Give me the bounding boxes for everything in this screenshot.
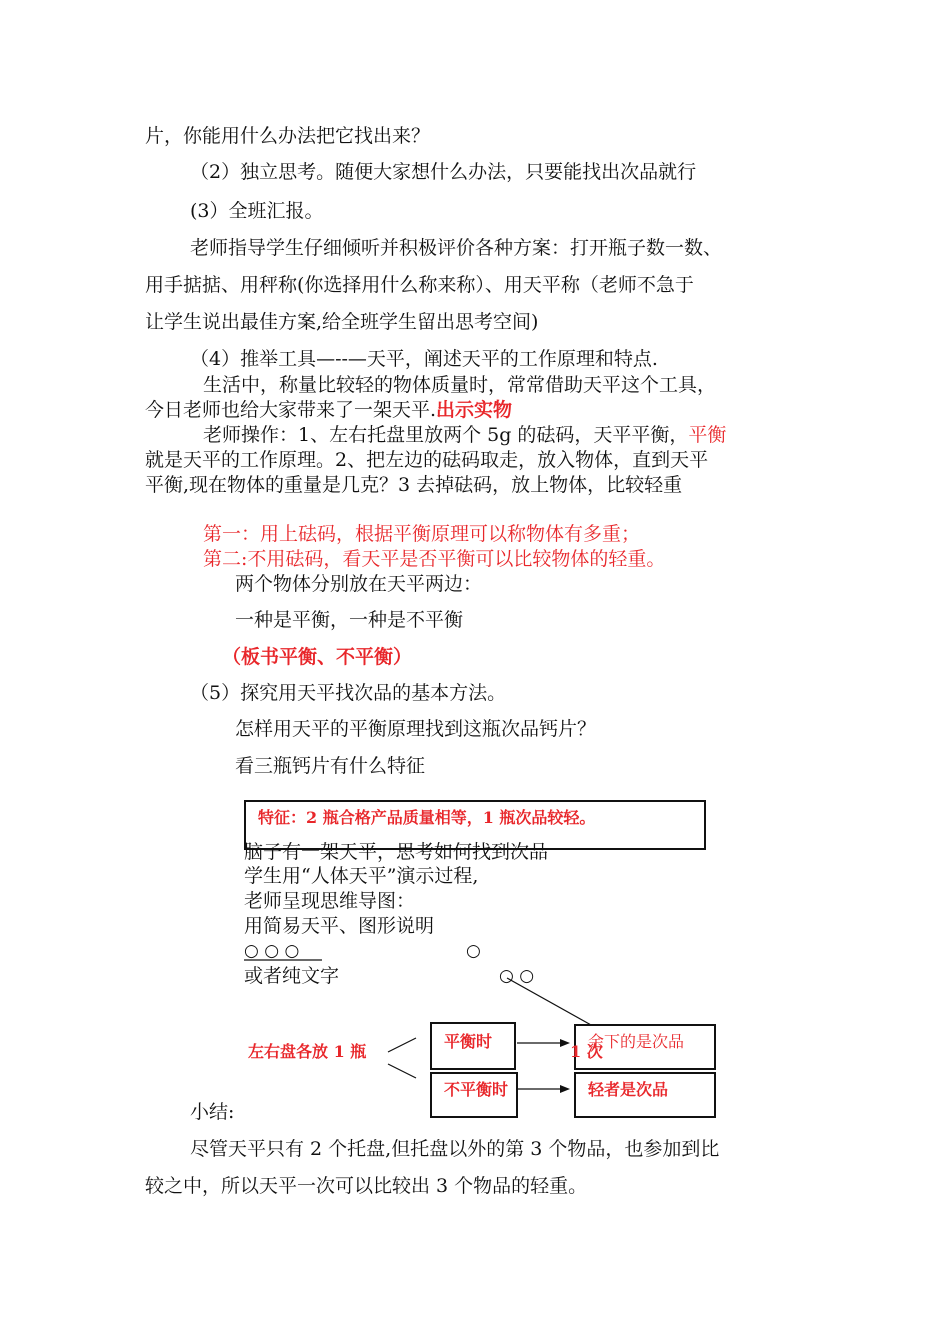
text-line: (3）全班汇报。 xyxy=(190,200,324,222)
text-line: 或者纯文字 xyxy=(244,965,340,987)
text-line: 用简易天平、图形说明 xyxy=(244,915,435,937)
text-line: 看三瓶钙片有什么特征 xyxy=(235,755,426,777)
bottle-circles-row: ○ ○ ○ xyxy=(244,941,300,961)
text-line: 用手掂掂、用秤称(你选择用什么称来称）、用天平称（老师不急于 xyxy=(145,274,694,296)
feature-box-label: 特征：2 瓶合格产品质量相等，1 瓶次品较轻。 xyxy=(258,808,596,827)
text-line: 学生用“人体天平”演示过程, xyxy=(244,865,479,887)
text-segment: 老师操作：1、左右托盘里放两个 5g 的砝码，天平平衡， xyxy=(203,424,689,446)
result-remaining-label: 余下的是次品 xyxy=(588,1032,685,1051)
text-line: 片，你能用什么办法把它找出来？ xyxy=(145,125,431,147)
bottle-circles-row: ○ ○ xyxy=(499,966,535,986)
summary-heading: 小结: xyxy=(190,1101,235,1123)
text-line: 生活中，称量比较轻的物体质量时，常常借助天平这个工具， xyxy=(203,374,717,396)
text-line: （5）探究用天平找次品的基本方法。 xyxy=(190,682,507,704)
board-note: （板书平衡、不平衡） xyxy=(222,646,413,668)
balanced-label: 平衡时 xyxy=(444,1032,493,1051)
principle-second: 第二:不用砝码，看天平是否平衡可以比较物体的轻重。 xyxy=(203,548,666,570)
text-line: 怎样用天平的平衡原理找到这瓶次品钙片？ xyxy=(235,718,597,740)
text-line: （4）推举工具—--—天平，阐述天平的工作原理和特点. xyxy=(190,348,658,370)
text-line: 老师指导学生仔细倾听并积极评价各种方案：打开瓶子数一数、 xyxy=(190,237,723,259)
text-line: 平衡,现在物体的重量是几克？3 去掉砝码，放上物体，比较轻重 xyxy=(145,474,683,496)
unbalanced-label: 不平衡时 xyxy=(444,1080,509,1099)
text-line: 两个物体分别放在天平两边： xyxy=(235,573,483,595)
text-line: （2）独立思考。随便大家想什么办法，只要能找出次品就行 xyxy=(190,161,697,183)
text-line: 老师呈现思维导图： xyxy=(244,890,416,912)
text-segment: 今日老师也给大家带来了一架天平. xyxy=(145,399,437,421)
text-line: 较之中，所以天平一次可以比较出 3 个物品的轻重。 xyxy=(145,1175,588,1197)
text-line: 让学生说出最佳方案,给全班学生留出思考空间) xyxy=(145,311,539,333)
text-line: 就是天平的工作原理。2、把左边的砝码取走，放入物体，直到天平 xyxy=(145,449,709,471)
text-line: 一种是平衡，一种是不平衡 xyxy=(235,609,464,631)
text-line: 脑子有一架天平，思考如何找到次品 xyxy=(244,841,549,863)
highlight-text: 平衡 xyxy=(688,424,727,446)
highlight-text: 出示实物 xyxy=(436,399,513,421)
count-overlay: 1 次 xyxy=(570,1042,603,1061)
result-lighter-label: 轻者是次品 xyxy=(588,1080,669,1099)
text-line: 尽管天平只有 2 个托盘,但托盘以外的第 3 个物品，也参加到比 xyxy=(190,1138,720,1160)
bottle-circle: ○ xyxy=(466,941,481,961)
diagram-start-label: 左右盘各放 1 瓶 xyxy=(248,1042,367,1061)
principle-first: 第一：用上砝码，根据平衡原理可以称物体有多重； xyxy=(203,523,641,545)
